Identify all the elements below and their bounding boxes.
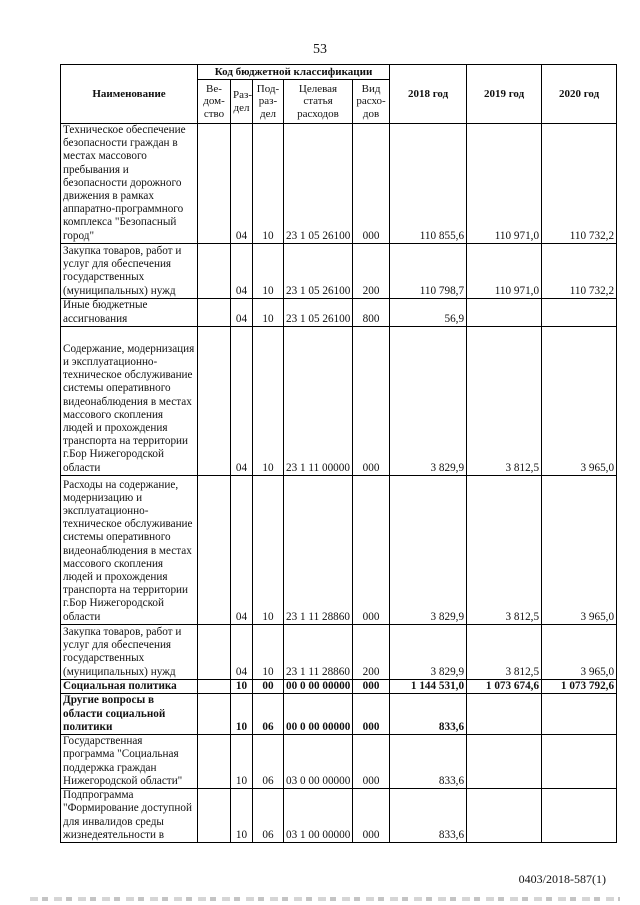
row-2018: 3 829,9 — [390, 475, 467, 624]
row-2020 — [542, 789, 617, 843]
row-2019: 1 073 674,6 — [467, 679, 542, 693]
row-2019 — [467, 789, 542, 843]
row-name: Закупка товаров, работ и услуг для обеспечения государственных (муниципальных) нужд — [61, 624, 198, 679]
row-podrazdel: 10 — [253, 624, 284, 679]
row-podrazdel: 06 — [253, 694, 284, 735]
table-row — [61, 298, 617, 326]
row-podrazdel: 00 — [253, 679, 284, 693]
row-2020: 3 965,0 — [542, 624, 617, 679]
row-vid: 200 — [353, 624, 390, 679]
table-body — [61, 124, 617, 843]
row-vedomstvo — [198, 679, 231, 693]
row-razdel: 04 — [231, 475, 253, 624]
row-celevaya: 23 1 05 26100 — [284, 124, 353, 244]
row-vid: 200 — [353, 243, 390, 298]
row-2018: 1 144 531,0 — [390, 679, 467, 693]
row-vid: 000 — [353, 124, 390, 244]
row-vid: 000 — [353, 694, 390, 735]
row-name: Подпрограмма "Формирование доступной для инвалидов среды жизнедеятельности в — [61, 789, 198, 843]
row-name: Содержание, модернизация и эксплуатационно-техническое обслуживание системы оперативного видеонаблюдения в местах массового скопления людей и прохождения транспорта на территории г.Бор Нижегородской области — [61, 326, 198, 475]
header-2019: 2019 год — [467, 65, 542, 124]
row-podrazdel: 06 — [253, 789, 284, 843]
row-podrazdel: 10 — [253, 298, 284, 326]
row-podrazdel: 10 — [253, 475, 284, 624]
row-name: Техническое обеспечение безопасности граждан в местах массового пребывания и безопасности дорожного движения в рамках аппаратно-программного комплекса "Безопасный город" — [61, 124, 198, 244]
row-celevaya: 23 1 05 26100 — [284, 243, 353, 298]
header-2018: 2018 год — [390, 65, 467, 124]
row-razdel: 10 — [231, 735, 253, 789]
row-vid: 000 — [353, 326, 390, 475]
row-celevaya: 23 1 11 28860 — [284, 475, 353, 624]
row-2018: 833,6 — [390, 789, 467, 843]
row-vid: 000 — [353, 789, 390, 843]
row-2019 — [467, 735, 542, 789]
row-razdel: 10 — [231, 789, 253, 843]
row-razdel: 04 — [231, 298, 253, 326]
table-row — [61, 124, 617, 244]
row-vedomstvo — [198, 694, 231, 735]
row-vedomstvo — [198, 624, 231, 679]
header-name: Наименование — [61, 65, 198, 124]
scan-artifact-line — [30, 897, 620, 901]
table-row — [61, 624, 617, 679]
row-name: Расходы на содержание, модернизацию и эксплуатационно-техническое обслуживание системы оперативного видеонаблюдения в местах массового скопления людей и прохождения транспорта на территории г.Бор Нижегородской области — [61, 475, 198, 624]
table-row — [61, 326, 617, 475]
row-vedomstvo — [198, 298, 231, 326]
row-vedomstvo — [198, 124, 231, 244]
row-2019 — [467, 298, 542, 326]
row-2020 — [542, 694, 617, 735]
row-vid: 000 — [353, 679, 390, 693]
table-row — [61, 679, 617, 693]
row-name: Закупка товаров, работ и услуг для обеспечения государственных (муниципальных) нужд — [61, 243, 198, 298]
row-2018: 110 855,6 — [390, 124, 467, 244]
row-2018: 3 829,9 — [390, 624, 467, 679]
row-name: Другие вопросы в области социальной политики — [61, 694, 198, 735]
row-vid: 000 — [353, 735, 390, 789]
row-2020: 3 965,0 — [542, 475, 617, 624]
table-row — [61, 475, 617, 624]
row-vedomstvo — [198, 326, 231, 475]
row-celevaya: 23 1 05 26100 — [284, 298, 353, 326]
header-vedomstvo: Ве- дом- ство — [198, 80, 231, 124]
header-podrazdel: Под- раз- дел — [253, 80, 284, 124]
row-razdel: 04 — [231, 624, 253, 679]
table-row — [61, 243, 617, 298]
row-razdel: 04 — [231, 124, 253, 244]
table-header — [61, 65, 617, 124]
header-code-group: Код бюджетной классификации — [198, 65, 390, 80]
row-vedomstvo — [198, 243, 231, 298]
row-podrazdel: 10 — [253, 243, 284, 298]
row-2019 — [467, 694, 542, 735]
header-celevaya: Целевая статья расходов — [284, 80, 353, 124]
table-row — [61, 735, 617, 789]
row-2020: 3 965,0 — [542, 326, 617, 475]
row-2019: 3 812,5 — [467, 326, 542, 475]
row-razdel: 04 — [231, 326, 253, 475]
row-name: Государственная программа "Социальная поддержка граждан Нижегородской области" — [61, 735, 198, 789]
row-2019: 110 971,0 — [467, 243, 542, 298]
row-2018: 3 829,9 — [390, 326, 467, 475]
row-vid: 800 — [353, 298, 390, 326]
row-podrazdel: 10 — [253, 124, 284, 244]
row-2020: 110 732,2 — [542, 243, 617, 298]
row-vedomstvo — [198, 475, 231, 624]
budget-table — [60, 64, 617, 843]
row-vid: 000 — [353, 475, 390, 624]
header-razdel: Раз- дел — [231, 80, 253, 124]
header-2020: 2020 год — [542, 65, 617, 124]
row-razdel: 04 — [231, 243, 253, 298]
row-vedomstvo — [198, 735, 231, 789]
row-2018: 56,9 — [390, 298, 467, 326]
row-celevaya: 03 0 00 00000 — [284, 735, 353, 789]
row-celevaya: 03 1 00 00000 — [284, 789, 353, 843]
page-number: 53 — [313, 42, 327, 57]
row-podrazdel: 06 — [253, 735, 284, 789]
row-2019: 3 812,5 — [467, 624, 542, 679]
row-celevaya: 00 0 00 00000 — [284, 679, 353, 693]
row-vedomstvo — [198, 789, 231, 843]
row-2018: 833,6 — [390, 694, 467, 735]
row-name: Социальная политика — [61, 679, 198, 693]
row-2018: 110 798,7 — [390, 243, 467, 298]
header-vid: Вид расхо- дов — [353, 80, 390, 124]
row-razdel: 10 — [231, 679, 253, 693]
row-razdel: 10 — [231, 694, 253, 735]
row-celevaya: 23 1 11 00000 — [284, 326, 353, 475]
row-2020 — [542, 735, 617, 789]
row-celevaya: 00 0 00 00000 — [284, 694, 353, 735]
row-2019: 3 812,5 — [467, 475, 542, 624]
row-2020 — [542, 298, 617, 326]
table-row — [61, 694, 617, 735]
row-2020: 1 073 792,6 — [542, 679, 617, 693]
row-celevaya: 23 1 11 28860 — [284, 624, 353, 679]
row-2020: 110 732,2 — [542, 124, 617, 244]
table-row — [61, 789, 617, 843]
row-name: Иные бюджетные ассигнования — [61, 298, 198, 326]
row-2019: 110 971,0 — [467, 124, 542, 244]
document-code: 0403/2018-587(1) — [518, 872, 606, 886]
row-podrazdel: 10 — [253, 326, 284, 475]
row-2018: 833,6 — [390, 735, 467, 789]
